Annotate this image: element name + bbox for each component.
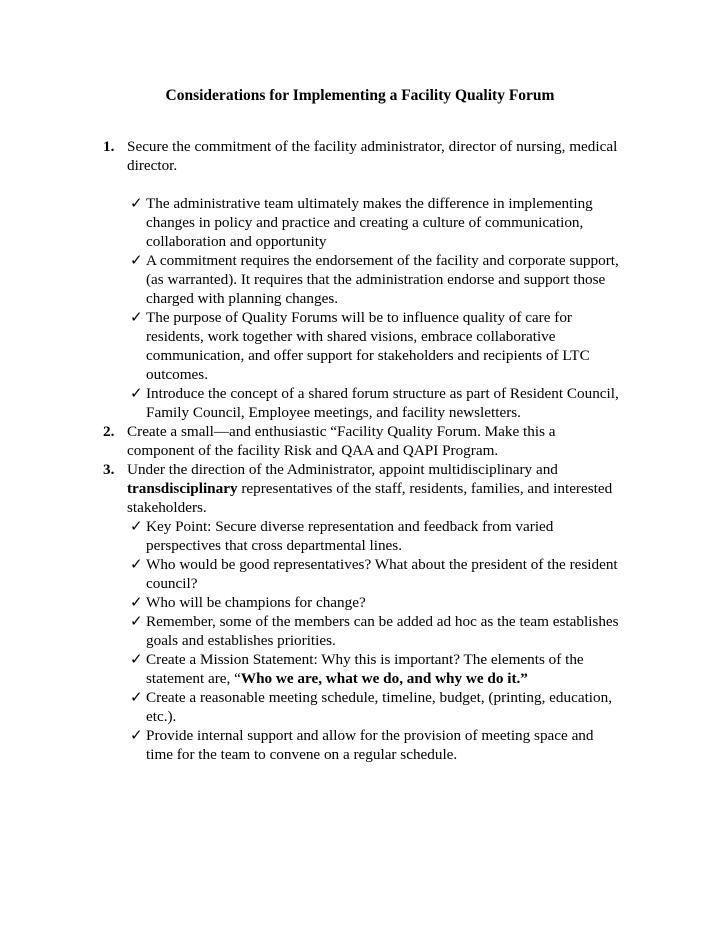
checkmark-icon: ✓ [130,594,143,611]
item-text [127,461,612,516]
document-title: Considerations for Implementing a Facility Quality Forum [165,87,555,104]
checkmark-icon: ✓ [130,556,143,573]
checkmark-icon: ✓ [130,309,143,326]
bullet-text: The purpose of Quality Forums will be to influence quality of care for residents, work together with shared visions, embrace collaborative communication, and offer support for stakeholders and recipients of LTC outcomes. [146,309,590,383]
checkmark-icon: ✓ [130,613,143,630]
bullet-text: Create a reasonable meeting schedule, timeline, budget, (printing, education, etc.). [146,689,613,725]
item-text: Create a small—and enthusiastic “Facility Quality Forum. Make this a component of the facility Risk and QAA and QAPI Program. [127,423,556,459]
item-text-part: Under the direction of the Administrator, appoint multidisciplinary and [127,461,558,478]
check-bullet [103,688,623,726]
checkmark-icon: ✓ [130,195,143,212]
bullet-text: Remember, some of the members can be added ad hoc as the team establishes goals and establishes priorities. [146,613,619,649]
checkmark-icon: ✓ [130,651,143,668]
checkmark-icon: ✓ [130,689,143,706]
spacer [103,175,623,194]
bullet-text: Who will be champions for change? [146,594,366,611]
checklist-item-3 [103,517,623,764]
item-number: 3. [103,461,115,478]
check-bullet [103,251,623,308]
check-bullet-mission [103,650,623,688]
item-text-bold: transdisciplinary [127,480,238,497]
check-bullet [103,384,623,422]
bullet-text-bold: Who we are, what we do, and why we do it.” [240,670,528,687]
check-bullet [103,593,623,612]
checklist-item-1 [103,194,623,422]
check-bullet [103,308,623,384]
bullet-text: Create a Mission Statement: Why this is important? The elements of the statement are, “ [146,651,584,687]
checkmark-icon: ✓ [130,518,143,535]
checkmark-icon: ✓ [130,385,143,402]
check-bullet [103,194,623,251]
check-bullet [103,726,623,764]
bullet-text: A commitment requires the endorsement of the facility and corporate support, (as warranted). It requires that the administration endorse and support those charged with planning changes. [146,252,619,307]
numbered-item-2 [103,422,623,460]
bullet-text: The administrative team ultimately makes the difference in implementing changes in policy and practice and creating a culture of communication, collaboration and opportunity [146,195,593,250]
document-body [103,137,623,764]
check-bullet [103,612,623,650]
check-bullet [103,517,623,555]
item-number: 1. [103,138,115,155]
bullet-text: Who would be good representatives? What about the president of the resident council? [146,556,618,592]
numbered-item-3 [103,460,623,517]
numbered-item-1 [103,137,623,175]
checkmark-icon: ✓ [130,727,143,744]
bullet-text: Key Point: Secure diverse representation and feedback from varied perspectives that cross departmental lines. [146,518,554,554]
checkmark-icon: ✓ [130,252,143,269]
item-number: 2. [103,423,115,440]
bullet-text: Provide internal support and allow for the provision of meeting space and time for the team to convene on a regular schedule. [146,727,594,763]
bullet-text: Introduce the concept of a shared forum structure as part of Resident Council, Family Council, Employee meetings, and facility newsletters. [146,385,619,421]
item-text: Secure the commitment of the facility administrator, director of nursing, medical director. [127,138,618,174]
check-bullet [103,555,623,593]
item-text-part: representatives of the staff, residents, families, and interested stakeholders. [127,480,613,516]
